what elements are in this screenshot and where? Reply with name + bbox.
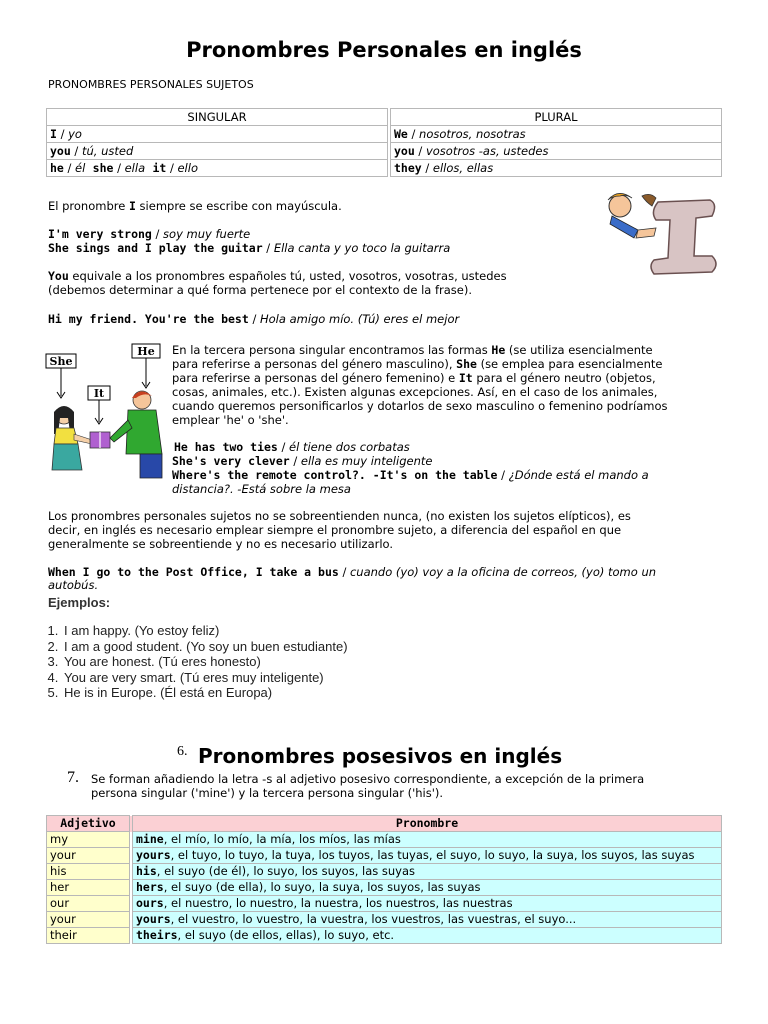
plural-header: PLURAL	[391, 109, 722, 126]
she-it-he-illustration	[44, 342, 172, 484]
singular-cell: you / tú, usted	[47, 143, 388, 160]
page-title: Pronombres Personales en inglés	[186, 38, 582, 62]
pronoun-header: Pronombre	[133, 816, 722, 832]
example-line-cont: distancia?. -Está sobre la mesa	[172, 482, 351, 496]
singular-cell: he / él she / ella it / ello	[47, 160, 388, 177]
pronoun-cell: his, el suyo (de él), lo suyo, los suyos, las suyas	[133, 864, 722, 880]
letter-i-illustration	[598, 190, 726, 282]
possessive-pronouns-table	[46, 815, 722, 944]
pronoun-cell: yours, el tuyo, lo tuyo, la tuya, los tuyos, las tuyas, el suyo, lo suyo, la suya, los suyos, las suyas	[133, 848, 722, 864]
adjective-cell: your	[47, 912, 130, 928]
pronoun-cell: yours, el vuestro, lo vuestro, la vuestra, los vuestros, las vuestras, el suyo...	[133, 912, 722, 928]
example-line: I'm very strong / soy muy fuerte	[48, 227, 251, 241]
list-item: 2. I am a good student. (Yo soy un buen estudiante)	[62, 639, 348, 655]
adjective-cell: his	[47, 864, 130, 880]
table-row	[47, 880, 722, 896]
section-number-7: 7.	[67, 769, 79, 786]
example-line: She sings and I play the guitar / Ella canta y yo toco la guitarra	[48, 241, 451, 255]
examples-list	[62, 623, 348, 701]
table-row	[47, 864, 722, 880]
possessive-explanation: Se forman añadiendo la letra -s al adjetivo posesivo correspondiente, a excepción de la primera persona singular ('mine') y la tercera persona singular ('his').	[91, 772, 645, 800]
pronoun-cell: theirs, el suyo (de ellos, ellas), lo suyo, etc.	[133, 928, 722, 944]
table-row	[47, 896, 722, 912]
you-note-line2: (debemos determinar a qué forma pertenece por el contexto de la frase).	[48, 283, 473, 297]
table-row	[47, 832, 722, 848]
section-number-6: 6.	[177, 744, 188, 759]
table-row	[47, 928, 722, 944]
table-row	[47, 912, 722, 928]
adjective-cell: her	[47, 880, 130, 896]
third-person-paragraph: En la tercera persona singular encontramos las formas He (se utiliza esencialmente para referirse a personas del género masculino), She (se emplea para esencialmente para referirse a personas del género femenino) e It para el género neutro (objetos, cosas, animales, etc.). Existen algunas excepciones. Así, en el caso de los animales, cuando queremos personificarlos y dotarlos de sexo masculino o femenino podríamos emplear 'he' o 'she'.	[172, 343, 668, 427]
subject-pronoun-paragraph: Los pronombres personales sujetos no se sobreentienden nunca, (no existen los sujetos elípticos), es decir, en inglés es necesario emplear siempre el pronombre sujeto, a diferencia del español en que generalmente se sobreentiende y no es necesario utilizarlo.	[48, 509, 631, 551]
adjective-header: Adjetivo	[47, 816, 130, 832]
adjective-cell: my	[47, 832, 130, 848]
example-line-cont: autobús.	[48, 578, 99, 592]
pronoun-cell: mine, el mío, lo mío, la mía, los míos, las mías	[133, 832, 722, 848]
list-item: 4. You are very smart. (Tú eres muy inteligente)	[62, 670, 348, 686]
list-item: 5. He is in Europe. (Él está en Europa)	[62, 685, 348, 701]
plural-cell: We / nosotros, nosotras	[391, 126, 722, 143]
adjective-cell: our	[47, 896, 130, 912]
pronoun-cell: hers, el suyo (de ella), lo suyo, la suya, los suyos, las suyas	[133, 880, 722, 896]
singular-header: SINGULAR	[47, 109, 388, 126]
pronoun-i-note: El pronombre I siempre se escribe con mayúscula.	[48, 199, 342, 213]
table-row	[47, 848, 722, 864]
you-note-line1: You equivale a los pronombres españoles tú, usted, vosotros, vosotras, ustedes	[48, 269, 507, 283]
example-line: She's very clever / ella es muy inteligente	[172, 454, 433, 468]
example-line: Hi my friend. You're the best / Hola amigo mío. (Tú) eres el mejor	[48, 312, 460, 326]
example-line: He has two ties / él tiene dos corbatas	[174, 440, 410, 454]
list-item: 3. You are honest. (Tú eres honesto)	[62, 654, 348, 670]
personal-pronouns-table	[46, 108, 722, 177]
section-subtitle: PRONOMBRES PERSONALES SUJETOS	[48, 78, 254, 91]
she-label: She	[49, 355, 73, 368]
pronoun-cell: ours, el nuestro, lo nuestro, la nuestra, los nuestros, las nuestras	[133, 896, 722, 912]
plural-cell: you / vosotros -as, ustedes	[391, 143, 722, 160]
table-row	[47, 126, 722, 143]
table-row	[47, 143, 722, 160]
example-line: Where's the remote control?. -It's on the table / ¿Dónde está el mando a	[172, 468, 649, 482]
list-item: 1. I am happy. (Yo estoy feliz)	[62, 623, 348, 639]
it-label: It	[93, 387, 105, 400]
example-line: When I go to the Post Office, I take a bus / cuando (yo) voy a la oficina de correos, (yo) tomo un	[48, 565, 657, 579]
plural-cell: they / ellos, ellas	[391, 160, 722, 177]
singular-cell: I / yo	[47, 126, 388, 143]
adjective-cell: their	[47, 928, 130, 944]
section-title-possessive: Pronombres posesivos en inglés	[198, 744, 563, 768]
he-label: He	[137, 345, 155, 358]
table-row	[47, 160, 722, 177]
adjective-cell: your	[47, 848, 130, 864]
examples-heading: Ejemplos:	[48, 595, 111, 610]
